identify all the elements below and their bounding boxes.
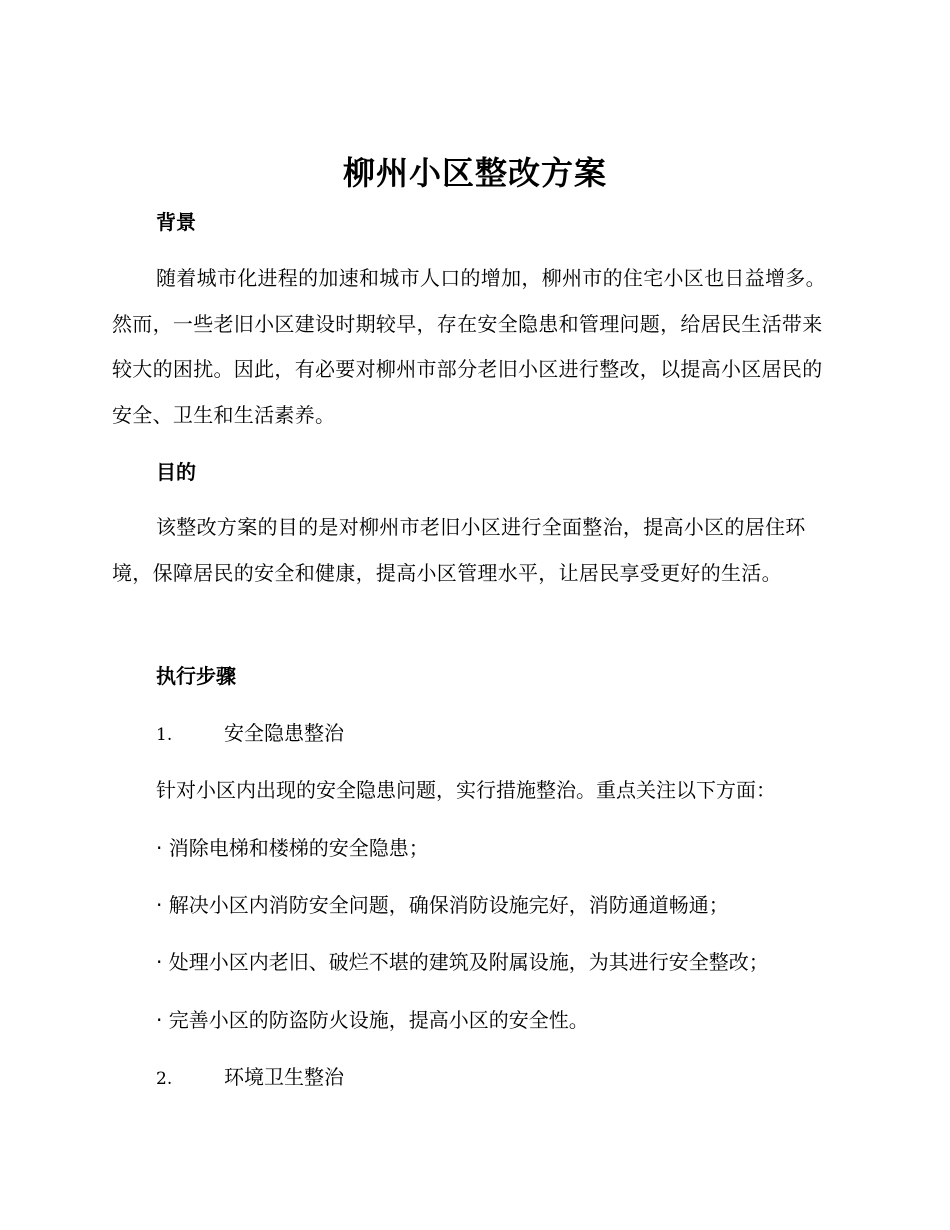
- step-title: 环境卫生整治: [224, 1065, 344, 1089]
- bullet-item: · 完善小区的防盗防火设施，提高小区的安全性。: [156, 1008, 589, 1032]
- document-title: 柳州小区整改方案: [342, 154, 607, 192]
- step-intro: 针对小区内出现的安全隐患问题，实行措施整治。重点关注以下方面：: [156, 778, 776, 802]
- step-title: 安全隐患整治: [224, 721, 344, 745]
- section-heading-background: 背景: [156, 210, 196, 234]
- bullet-item: · 消除电梯和楼梯的安全隐患；: [156, 836, 429, 860]
- section-heading-purpose: 目的: [156, 460, 196, 484]
- step-number: 2.: [156, 1069, 173, 1089]
- purpose-paragraph: 该整改方案的目的是对柳州市老旧小区进行全面整治，提高小区的居住环境，保障居民的安全和健康，提高小区管理水平，让居民享受更好的生活。: [112, 515, 806, 585]
- step-item: [156, 1063, 344, 1093]
- step-item: [156, 719, 344, 749]
- background-paragraph: 随着城市化进程的加速和城市人口的增加，柳州市的住宅小区也日益增多。然而，一些老旧小区建设时期较早，存在安全隐患和管理问题，给居民生活带来较大的困扰。因此，有必要对柳州市部分老旧小区进行整改，以提高小区居民的安全、卫生和生活素养。: [112, 266, 826, 427]
- bullet-item: · 解决小区内消防安全问题，确保消防设施完好，消防通道畅通；: [156, 893, 729, 917]
- section-heading-steps: 执行步骤: [156, 664, 236, 688]
- bullet-item: · 处理小区内老旧、破烂不堪的建筑及附属设施，为其进行安全整改；: [156, 950, 769, 974]
- step-number: 1.: [156, 725, 173, 745]
